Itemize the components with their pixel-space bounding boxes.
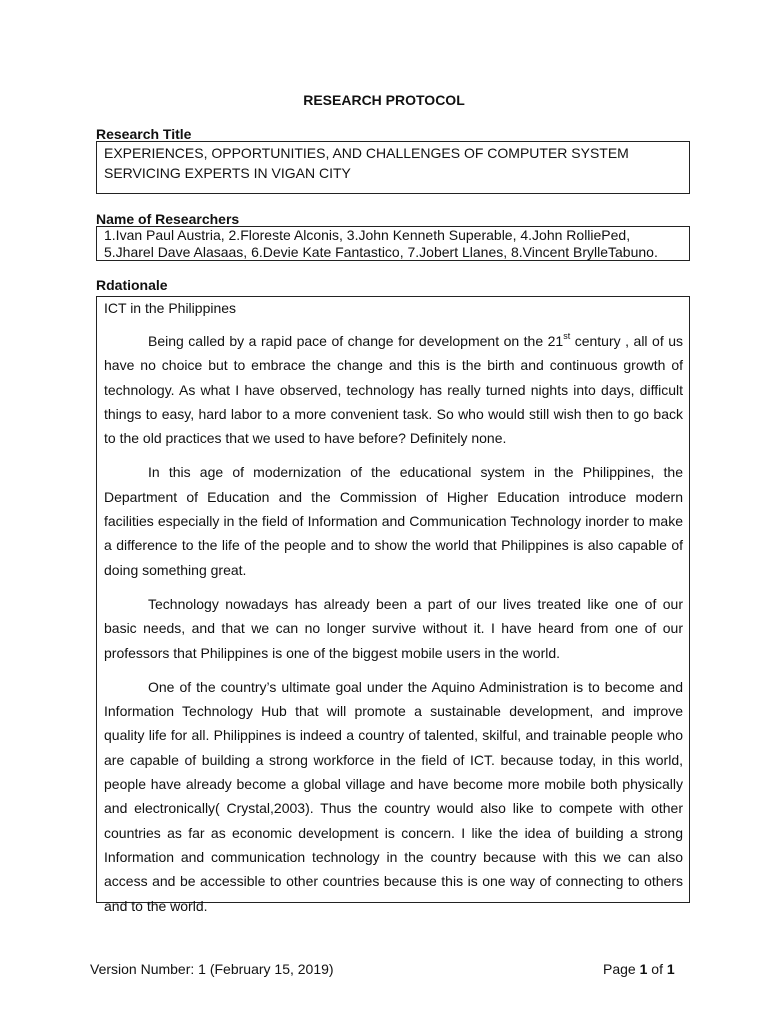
rationale-paragraph-4: One of the country’s ultimate goal under the Aquino Administration is to become and Information Technology Hub that will promote a sustainable development, and improve quality life for all. Philippines is indeed a country of talented, skilful, and trainable people who are capable of building a strong workforce in the field of ICT. because today, in this world, people have already become a global village and have become more mobile both physically and electronically( Crystal,2003). Thus the country would also like to compete with other countries as far as economic development is concern. I like the idea of building a strong Information and communication technology in the country because with this we can also access and be accessible to other countries because this is one way of connecting to others and to the world. [104, 678, 683, 914]
document-heading: RESEARCH PROTOCOL [303, 92, 465, 108]
rationale-label: Rdationale [96, 277, 168, 293]
rationale-paragraph-3: Technology nowadays has already been a part of our lives treated like one of our basic needs, and that we can no longer survive without it. I have heard from one of our professors that Philippines is one of the biggest mobile users in the world. [104, 595, 683, 661]
rationale-box [96, 296, 690, 914]
research-title-text: EXPERIENCES, OPPORTUNITIES, AND CHALLENGES OF COMPUTER SYSTEM SERVICING EXPERTS IN VIGAN CITY [104, 145, 629, 181]
research-title-box [96, 141, 690, 194]
version-number: Version Number: 1 (February 15, 2019) [90, 961, 334, 977]
rationale-paragraph-2: In this age of modernization of the educational system in the Philippines, the Department of Education and the Commission of Higher Education introduce modern facilities especially in the field of Information and Communication Technology inorder to make a difference to the life of the people and to show the world that Philippines is also capable of doing something great. [104, 464, 683, 578]
p1-text-a: Being called by a rapid pace of change for development on the 21 [148, 333, 564, 349]
page-current: 1 [639, 961, 648, 977]
rationale-paragraph-1 [104, 329, 683, 450]
page-number [603, 961, 675, 977]
researchers-label: Name of Researchers [96, 211, 240, 227]
page-of: of [647, 961, 667, 977]
page-word: Page [603, 961, 640, 977]
p1-text-b: century , all of us have no choice but to embrace the change and this is the birth and continuous growth of technology. As what I have observed, technology has really turned nights into days, difficult things to easy, hard labor to a more convenient task. So who would still wish then to go back to the old practices that we used to have before? Definitely none. [104, 333, 684, 447]
page-total: 1 [666, 961, 675, 977]
p1-superscript: st [563, 331, 571, 341]
researchers-text: 1.Ivan Paul Austria, 2.Floreste Alconis, 3.John Kenneth Superable, 4.John RolliePed, 5.Jharel Dave Alasaas, 6.Devie Kate Fantastico, 7.Jobert Llanes, 8.Vincent BrylleTabuno. [104, 227, 658, 260]
research-title-label: Research Title [96, 126, 192, 142]
researchers-box [96, 226, 690, 261]
rationale-heading: ICT in the Philippines [104, 300, 237, 316]
